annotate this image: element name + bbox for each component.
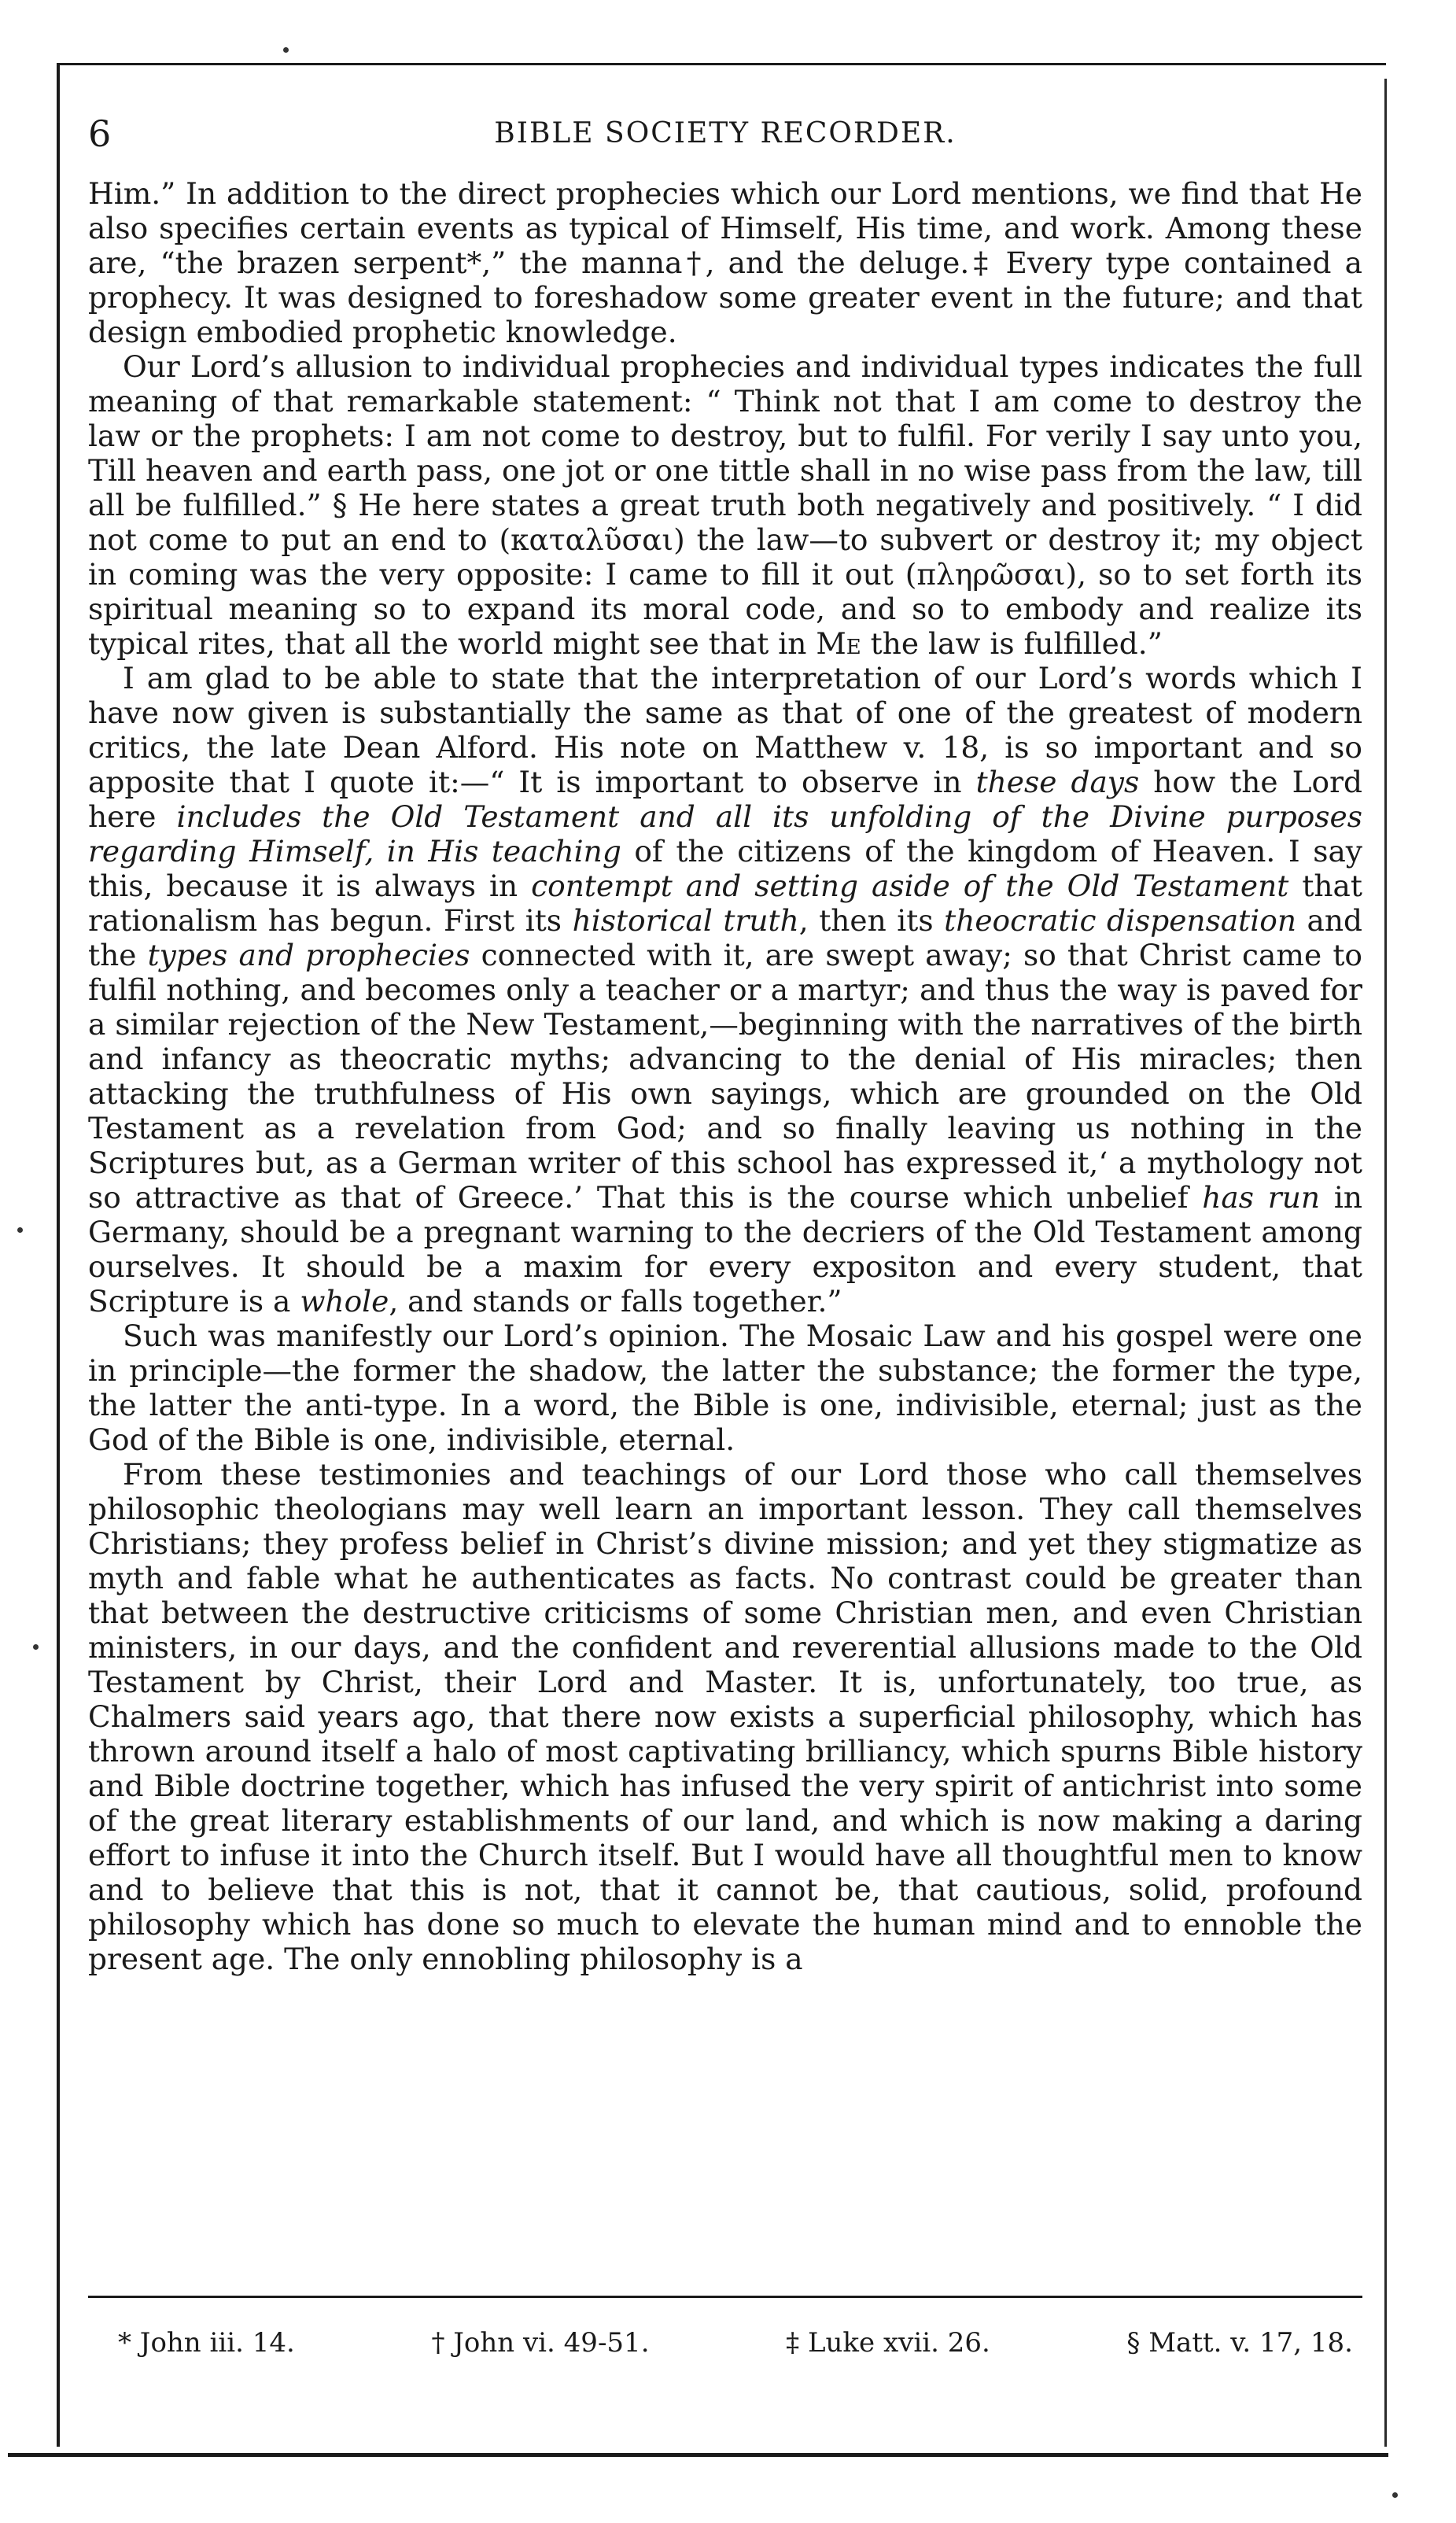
paragraph <box>88 1457 1362 1976</box>
print-speck <box>33 1644 39 1650</box>
print-speck <box>1392 2492 1398 2498</box>
text-run: and the <box>88 903 1363 972</box>
italic-phrase: contempt and setting aside of the Old Testament <box>531 869 1289 903</box>
text-run: Him.” In addition to the direct prophecies which our Lord mentions, we find that He also specifies certain events as typical of Himself, His time, and work. Among these are, “the brazen serpent*,” the manna†, and the deluge.‡ Every type contained a prophecy. It was designed to foreshadow some greater event in the future; and that design embodied prophetic knowledge. <box>88 176 1362 349</box>
page-number: 6 <box>88 113 112 155</box>
running-head: BIBLE SOCIETY RECORDER. <box>494 117 957 149</box>
text-run: , then its <box>798 903 945 938</box>
footnote-rule <box>88 2296 1362 2298</box>
italic-phrase: these days <box>975 765 1140 799</box>
paragraph <box>88 661 1362 1319</box>
text-run: , and stands or falls together.” <box>389 1284 842 1319</box>
text-run: that rationalism has begun. First its <box>88 869 1362 938</box>
text-run: connected with it, are swept away; so that Christ came to fulfil nothing, and becomes only a teacher or a martyr; and thus the way is paved for a similar rejection of the New Testament,—beginning with the narratives of the birth and infancy as theocratic myths; advancing to the denial of His miracles; then attacking the truthfulness of His own sayings, which are grounded on the Old Testament as a revelation from God; and so finally leaving us nothing in the Scriptures but, as a German writer of this school has expressed it,‘ a mythology not so attractive as that of Greece.’ That this is the course which unbelief <box>88 938 1362 1215</box>
text-run: Our Lord’s allusion to individual prophecies and individual types indicates the full meaning of that remarkable statement: “ Think not that I am come to destroy the law or the prophets: I am not come to destroy, but to fulfil. For verily I say unto you, Till heaven and earth pass, one jot or one tittle shall in no wise pass from the law, till all be fulfilled.” § He here states a great truth both negatively and positively. “ I did not come to put an end to (καταλῦσαι) the law—to subvert or destroy it; my object in coming was the very opposite: I came to fill it out (πληρῶσαι), so to set forth its spiritual meaning so to expand its moral code, and so to embody and realize its typical rites, that all the world might see that in <box>88 349 1362 661</box>
paragraph <box>88 176 1362 349</box>
text-run: the law is fulfilled.” <box>861 626 1163 661</box>
paragraph <box>88 349 1362 661</box>
italic-phrase: theocratic dispensation <box>944 903 1296 938</box>
footnote: § Matt. v. 17, 18. <box>1126 2327 1353 2359</box>
footnotes <box>118 2321 1353 2365</box>
footnote: * John iii. 14. <box>118 2327 295 2359</box>
bottom-border-rule <box>8 2453 1388 2457</box>
paragraph <box>88 1319 1362 1457</box>
italic-phrase: types and prophecies <box>147 938 470 972</box>
text-run: in Germany, should be a pregnant warning to the decriers of the Old Testament among ourselves. It should be a maxim for every expositon and every student, that Scripture is a <box>88 1180 1362 1319</box>
left-border-rule <box>57 63 60 2447</box>
right-border-rule <box>1384 79 1387 2447</box>
page-header <box>88 110 1362 157</box>
footnote: † John vi. 49-51. <box>431 2327 650 2359</box>
italic-phrase: includes the Old Testament and all its unfolding of the Divine purposes regarding Himself, in His teaching <box>88 799 1362 869</box>
article-body <box>88 176 1362 1976</box>
italic-phrase: has run <box>1202 1180 1321 1215</box>
text-run: Such was manifestly our Lord’s opinion. The Mosaic Law and his gospel were one in principle—the former the shadow, the latter the substance; the former the type, the latter the anti-type. In a word, the Bible is one, indivisible, eternal; just as the God of the Bible is one, indivisible, eternal. <box>88 1319 1362 1457</box>
text-run: of the citizens of the kingdom of Heaven. I say this, because it is always in <box>88 834 1362 903</box>
text-run: I am glad to be able to state that the interpretation of our Lord’s words which I have now given is substantially the same as that of one of the greatest of modern critics, the late Dean Alford. His note on Matthew v. 18, is so important and so apposite that I quote it:—“ It is important to observe in <box>88 661 1362 799</box>
print-speck <box>283 47 289 53</box>
italic-phrase: whole <box>300 1284 389 1319</box>
text-run: From these testimonies and teachings of our Lord those who call themselves philosophic theologians may well learn an important lesson. They call themselves Christians; they profess belief in Christ’s divine mission; and yet they stigmatize as myth and fable what he authenticates as facts. No contrast could be greater than that between the destructive criticisms of some Christian men, and even Christian ministers, in our days, and the confident and reverential allusions made to the Old Testament by Christ, their Lord and Master. It is, unfortunately, too true, as Chalmers said years ago, that there now exists a superficial philosophy, which has thrown around itself a halo of most captivating brilliancy, which spurns Bible history and Bible doctrine together, which has infused the very spirit of antichrist into some of the great literary establishments of our land, and which is now making a daring effort to infuse it into the Church itself. But I would have all thoughtful men to know and to believe that this is not, that it cannot be, that cautious, solid, profound philosophy which has done so much to elevate the human mind and to ennoble the present age. The only ennobling philosophy is a <box>88 1457 1362 1976</box>
footnote: ‡ Luke xvii. 26. <box>786 2327 990 2359</box>
small-caps-word: Me <box>816 626 861 661</box>
top-border-rule <box>57 63 1386 65</box>
italic-phrase: historical truth <box>572 903 799 938</box>
text-run: how the Lord here <box>88 765 1362 834</box>
print-speck <box>17 1227 23 1233</box>
